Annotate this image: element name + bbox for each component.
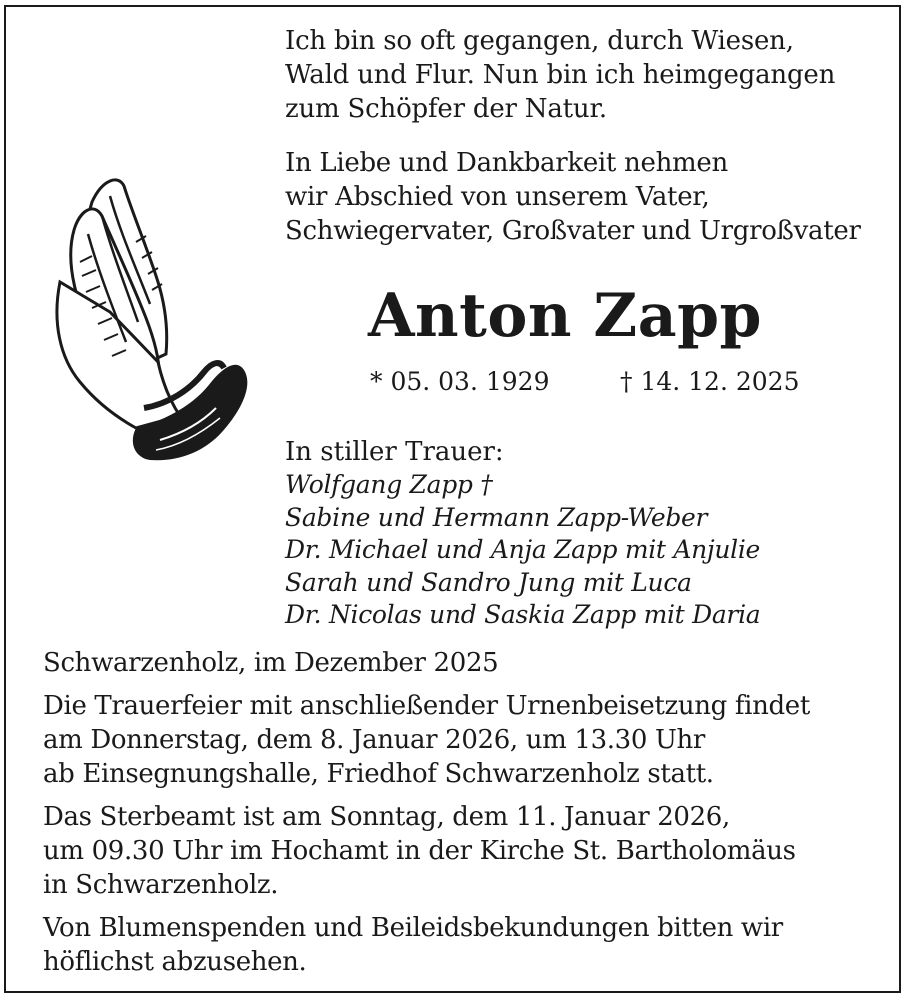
mass-line: um 09.30 Uhr im Hochamt in der Kirche St. Bartholomäus: [43, 836, 796, 866]
mourner: Sabine und Hermann Zapp-Weber: [285, 502, 708, 532]
intro-line: Schwiegervater, Großvater und Urgroßvater: [285, 216, 861, 246]
flowers-line: Von Blumenspenden und Beileidsbekundungen bitten wir: [43, 913, 783, 943]
funeral-line: Die Trauerfeier mit anschließender Urnenbeisetzung findet: [43, 691, 810, 721]
flowers-line: höflichst abzusehen.: [43, 947, 307, 977]
mass-line: in Schwarzenholz.: [43, 870, 279, 900]
place-date: Schwarzenholz, im Dezember 2025: [43, 648, 499, 678]
intro-line: In Liebe und Dankbarkeit nehmen: [285, 148, 728, 178]
verse-line: zum Schöpfer der Natur.: [285, 94, 607, 124]
farewell-intro: [285, 146, 861, 248]
death-date: † 14. 12. 2025: [620, 367, 800, 396]
funeral-paragraph: [43, 689, 883, 791]
mass-line: Das Sterbeamt ist am Sonntag, dem 11. Januar 2026,: [43, 802, 730, 832]
mourner: Wolfgang Zapp †: [285, 470, 493, 499]
mourners-list: [285, 469, 760, 632]
funeral-line: ab Einsegnungshalle, Friedhof Schwarzenholz statt.: [43, 759, 714, 789]
verse-line: Ich bin so oft gegangen, durch Wiesen,: [285, 26, 794, 56]
place-date-paragraph: [43, 646, 883, 680]
mourner: Dr. Nicolas und Saskia Zapp mit Daria: [285, 600, 761, 630]
praying-hands-icon: [40, 172, 250, 464]
mourner: Sarah und Sandro Jung mit Luca: [285, 567, 692, 597]
mourning-title: In stiller Trauer:: [285, 437, 504, 467]
mass-paragraph: [43, 800, 883, 902]
deceased-name: Anton Zapp: [368, 281, 763, 351]
intro-line: wir Abschied von unserem Vater,: [285, 182, 710, 212]
mourner: Dr. Michael und Anja Zapp mit Anjulie: [285, 535, 761, 565]
verse-line: Wald und Flur. Nun bin ich heimgegangen: [285, 60, 836, 90]
birth-date: * 05. 03. 1929: [370, 367, 550, 396]
funeral-line: am Donnerstag, dem 8. Januar 2026, um 13.30 Uhr: [43, 725, 706, 755]
memorial-verse: [285, 24, 835, 126]
funeral-details: [43, 646, 883, 988]
flowers-paragraph: [43, 911, 883, 979]
